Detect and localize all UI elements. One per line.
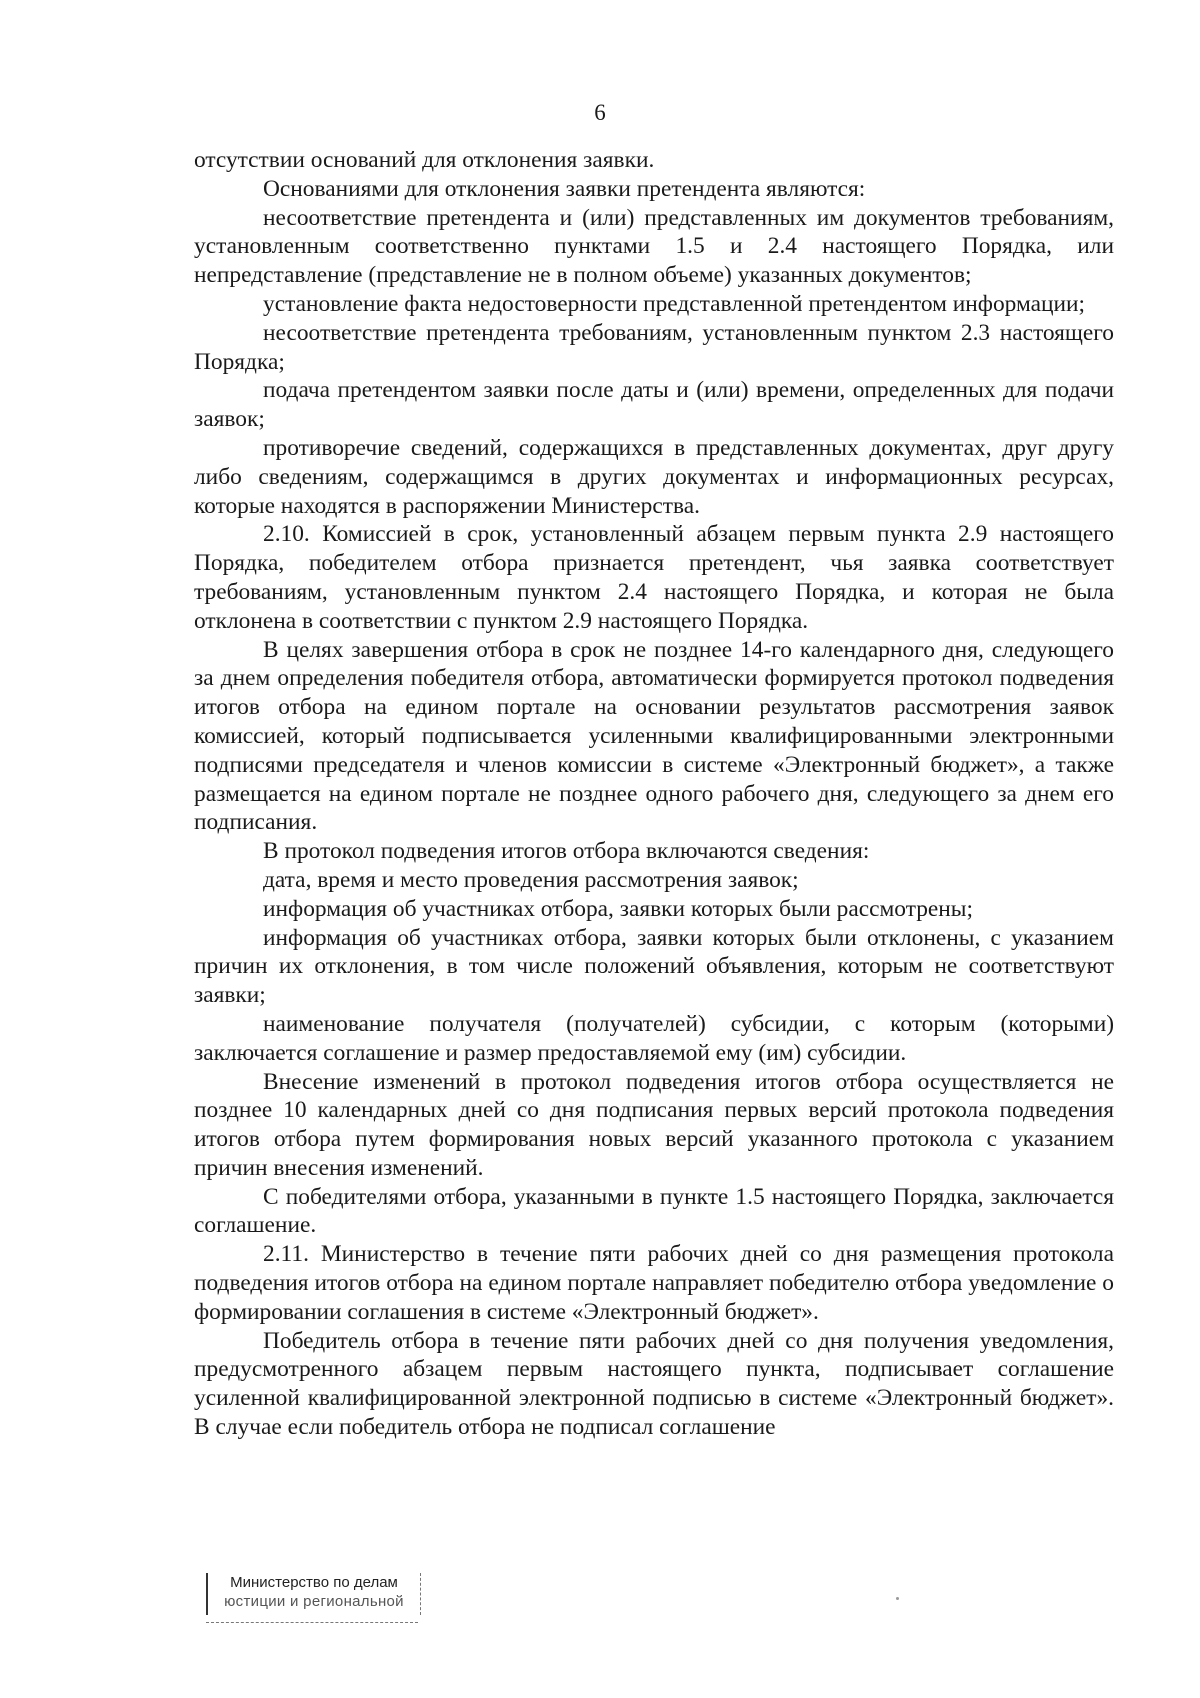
paragraph: В целях завершения отбора в срок не позднее 14-го календарного дня, следующего за днем определения победителя отбора, автоматически формируется протокол подведения итогов отбора на едином портале на основании результатов рассмотрения заявок комиссией, который подписывается усиленными квалифицированными электронными подписями председателя и членов комиссии в системе «Электронный бюджет», а также размещается на едином портале не позднее одного рабочего дня, следующего за днем его подписания. <box>194 636 1114 836</box>
paragraph: подача претендентом заявки после даты и (или) времени, определенных для подачи заявок; <box>194 377 1114 433</box>
paragraph: отсутствии оснований для отклонения заявки. <box>194 147 655 173</box>
paragraph: Основаниями для отклонения заявки претендента являются: <box>263 175 866 202</box>
paragraph: 2.11. Министерство в течение пяти рабочих дней со дня размещения протокола подведения итогов отбора на едином портале направляет победителю отбора уведомление о формировании соглашения в системе «Электронный бюджет». <box>194 1241 1114 1325</box>
paragraph: С победителями отбора, указанными в пункте 1.5 настоящего Порядка, заключается соглашение. <box>194 1183 1114 1239</box>
paragraph: несоответствие претендента и (или) представленных им документов требованиям, установленным соответственно пунктами 1.5 и 2.4 настоящего Порядка, или непредставление (представление не в полном объеме) указанных документов; <box>194 204 1114 289</box>
paragraph: Внесение изменений в протокол подведения итогов отбора осуществляется не позднее 10 календарных дней со дня подписания первых версий протокола подведения итогов отбора путем формирования новых версий указанного протокола с указанием причин внесения изменений. <box>194 1068 1114 1181</box>
paragraph: противоречие сведений, содержащихся в представленных документах, друг другу либо сведениям, содержащимся в других документах и информационных ресурсах, которые находятся в распоряжении Министерства. <box>194 434 1114 519</box>
paragraph: В протокол подведения итогов отбора включаются сведения: <box>263 838 870 865</box>
paragraph: 2.10. Комиссией в срок, установленный абзацем первым пункта 2.9 настоящего Порядка, победителем отбора признается претендент, чья заявка соответствует требованиям, установленным пунктом 2.4 настоящего Порядка, и которая не была отклонена в соответствии с пунктом 2.9 настоящего Порядка. <box>194 521 1114 634</box>
paragraph: информация об участниках отбора, заявки которых были отклонены, с указанием причин их отклонения, в том числе положений объявления, которым не соответствуют заявки; <box>194 924 1114 1009</box>
paragraph: несоответствие претендента требованиям, установленным пунктом 2.3 настоящего Порядка; <box>194 319 1114 375</box>
ministry-stamp <box>206 1573 421 1615</box>
paragraph: Победитель отбора в течение пяти рабочих дней со дня получения уведомления, предусмотренного абзацем первым настоящего пункта, подписывает соглашение усиленной квалифицированной электронной подписью в системе «Электронный бюджет». В случае если победитель отбора не подписал соглашение <box>194 1327 1114 1441</box>
stamp-line-1: Министерство по делам <box>230 1574 398 1591</box>
paragraph: установление факта недостоверности представленной претендентом информации; <box>263 290 1086 317</box>
body-text <box>194 146 1114 1442</box>
paragraph: информация об участниках отбора, заявки которых были рассмотрены; <box>263 895 974 922</box>
paragraph: наименование получателя (получателей) субсидии, с которым (которыми) заключается соглашение и размер предоставляемой ему (им) субсидии. <box>194 1010 1114 1066</box>
stamp-border <box>206 1622 418 1623</box>
scan-speck <box>896 1597 899 1600</box>
page-number: 6 <box>594 100 606 125</box>
stamp-line-2: юстиции и региональной <box>224 1593 404 1610</box>
paragraph: дата, время и место проведения рассмотрения заявок; <box>263 866 799 893</box>
